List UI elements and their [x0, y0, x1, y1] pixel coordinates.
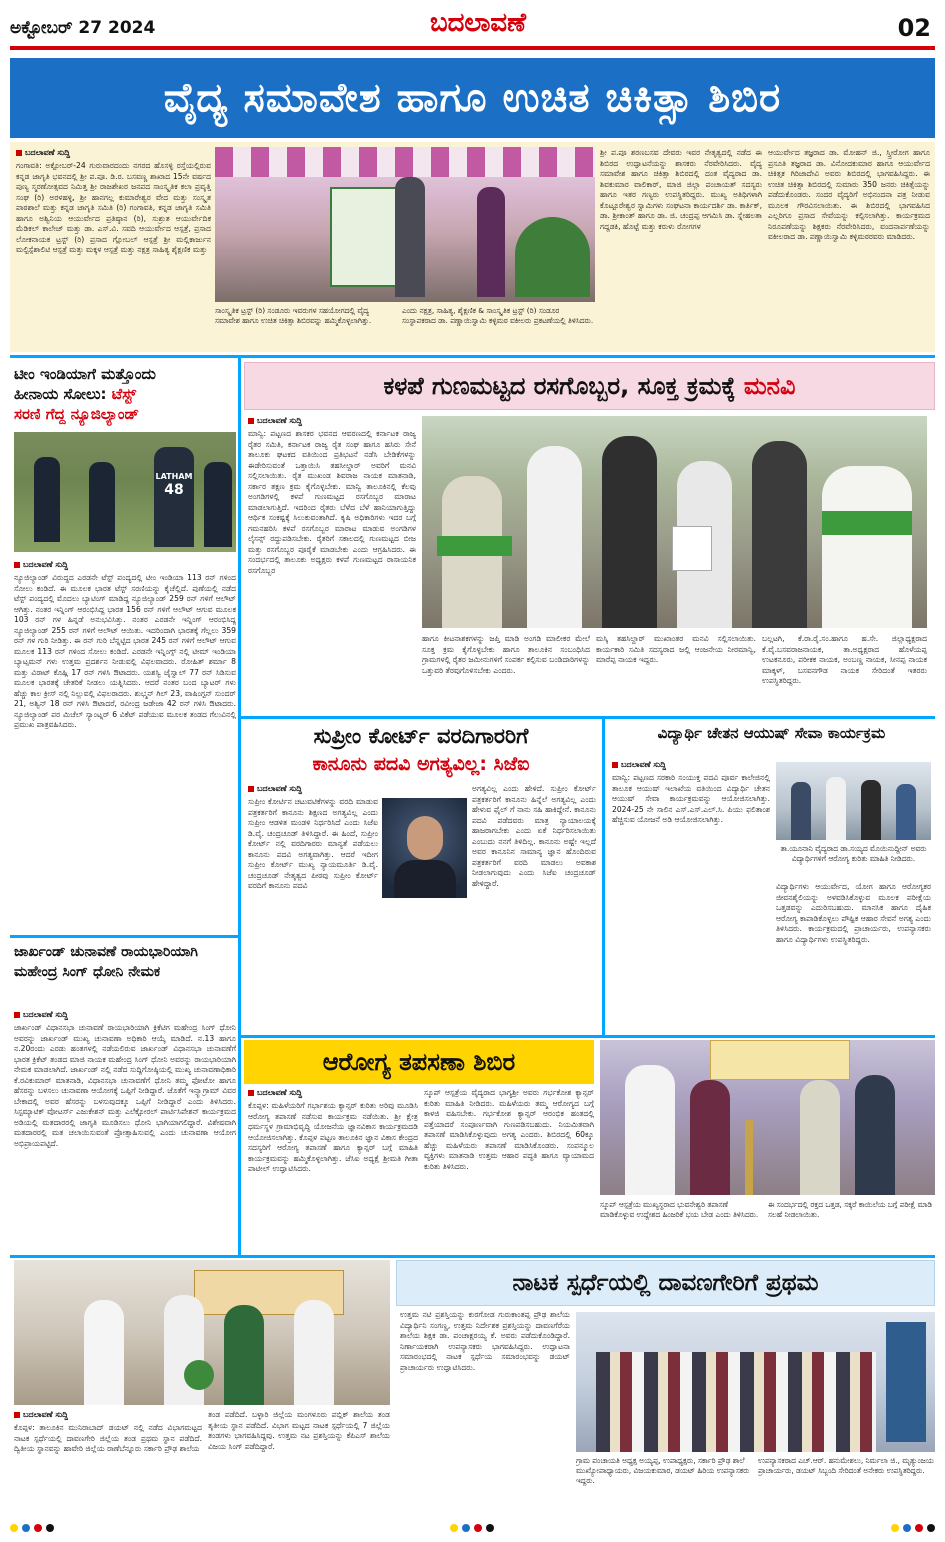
person-figure: [752, 441, 807, 628]
banner-decor: [710, 1040, 850, 1080]
door-decor: [886, 1322, 926, 1442]
lead-photo-caption-left: ಸಾಂಸ್ಕೃತಿಕ ಟ್ರಸ್ಟ್ (ರಿ) ಸಂಡೂರು ಇವರುಗಳ ಸಹಯೋಗದಲ್ಲಿ ವೈದ್ಯ ಸಮಾವೇಶ ಹಾಗೂ ಉಚಿತ ಚಿಕಿತ್ಸಾ ಶಿಬಿರವನ್ನು ಹಮ್ಮಿಕೊಳ್ಳಲಾಗಿತ್ತು.: [215, 306, 372, 325]
person-figure: [602, 436, 657, 628]
fertilizer-story: [244, 362, 935, 714]
person-figure: [625, 1065, 675, 1195]
plant-decor: [515, 217, 590, 297]
cricket-photo: [14, 432, 236, 552]
footer-dots-left: [10, 1524, 54, 1532]
divider-rule: [602, 716, 605, 1036]
jersey-number: 48: [164, 482, 184, 498]
scarf-decor: [822, 511, 912, 535]
bullet-square-icon: [248, 786, 254, 792]
dot-icon: [486, 1524, 494, 1532]
person-figure: [822, 466, 912, 628]
footer-dots-right: [891, 1524, 935, 1532]
person-figure: [294, 1300, 334, 1405]
ayush-story: [608, 722, 935, 1032]
bullet-square-icon: [14, 1012, 20, 1018]
lead-col-1: ಗಂಗಾವತಿ: ಅಕ್ಟೋಬರ್-24 ಗುರುವಾರದಂದು ನಗರದ ಹೊಸಳ್ಳಿ ರಸ್ತೆಯಲ್ಲಿರುವ ಕನ್ನಡ ಜಾಗೃತಿ ಭವನದಲ್ಲಿ ಶ್ರೀ ಪ.ಪೂ. ಡಿ.ರ. ಬಸವಣ್ಣ ಶಾಖಾದ 15ನೇ ವರ್ಷದ ಪುಣ್ಯ ಸ್ಮರಣೋತ್ಸವದ ನಿಮಿತ್ತ ಶ್ರೀ ರಾಜಶೇಖರ ಜನಪದ ಸಾಂಸ್ಕೃತಿಕ ಕಲಾ ಪ್ರವೃತ್ತಿ ಸಂಘ (ರಿ) ಅರಳಹಳ್ಳಿ, ಶ್ರೀ ಹಾನಗಲ್ಲ ಕುಮಾರೇಶ್ವರ ವೇದ ಮತ್ತು ಸಂಸ್ಕೃತ ಪಾಠಶಾಲೆ ಮತ್ತು ಕನ್ನಡ ಜಾಗೃತಿ ಸಮಿತಿ (ರಿ) ಗಂಗಾವತಿ, ಕನ್ನಡ ಜಾಗೃತಿ ಸಮಿತಿ ಹಾಗೂ ಅಶ್ವಿನಿಯ ಆಯುರ್ವೇದ ಪ್ರತಿಷ್ಠಾನ (ರಿ), ಸುಶ್ರುತ ಆಯುರ್ವೇದಿಕ ಮೆಡಿಕಲ್ ಕಾಲೇಜ್ ಮತ್ತು ಡಾ. ಎಸ್.ವಿ. ಸವದಿ ಆಯುರ್ವೇದ ಆಸ್ಪತ್ರೆ, ಪ್ರಸಾದ ಲೋಕನಾಯಕ ಟ್ರಸ್ಟ್ (ರಿ) ಪ್ರಸಾದ ಗ್ಲೋಬಲ್ ಆಸ್ಪತ್ರೆ ಶ್ರೀ ಮಲ್ಲಿಕಾರ್ಜುನ ಮಲ್ಟಿಸ್ಪೆಶಾಲಿಟಿ ಆಸ್ಪತ್ರೆ ಮತ್ತು ಮಕ್ಕಳ ಆಸ್ಪತ್ರೆ ಮತ್ತು ನಕ್ಷತ್ರ ಸಾಹಿತ್ಯ ಶೈಕ್ಷಣಿಕ ಮತ್ತು: [16, 161, 211, 254]
byline: ಬದಲಾವಣೆ ಸುದ್ದಿ: [248, 1088, 418, 1098]
dhoni-story: [10, 942, 236, 1252]
fertilizer-photo: [422, 416, 927, 628]
dot-icon: [34, 1524, 42, 1532]
lead-photo: [215, 147, 595, 302]
drama-col-2: ತಂಡ ಪಡೆದಿದೆ. ಬಳ್ಳಾರಿ ಜಿಲ್ಲೆಯ ಮಂಗಳೂರು ಪಬ್ಲಿಕ್ ಶಾಲೆಯ ತಂಡ ತೃತೀಯ ಸ್ಥಾನ ಪಡೆದಿದೆ. ವಿಭಾಗ ಮಟ್ಟದ ನಾಟಕ ಸ್ಪರ್ಧೆಯಲ್ಲಿ 7 ಜಿಲ್ಲೆಯ ತಂಡಗಳು ಭಾಗವಹಿಸಿದ್ದವು. ಉತ್ತಮ ನಟ ಪ್ರಶಸ್ತಿಯನ್ನು ಕೆಪಿಎಸ್ ಶಾಲೆಯ ವಿಜಯ ಸಿಂಗ್ ಪಡೆದಿದ್ದಾರೆ.: [208, 1410, 390, 1451]
dhoni-body: ಜಾರ್ಖಂಡ್ ವಿಧಾನಸಭಾ ಚುನಾವಣೆ ರಾಯಭಾರಿಯಾಗಿ ಕ್ರಿಕೆಟಿಗ ಮಹೇಂದ್ರ ಸಿಂಗ್ ಧೋನಿ ಅವರನ್ನು ಜಾರ್ಖಂಡ್ ಮುಖ್ಯ ಚುನಾವಣಾ ಅಧಿಕಾರಿ ಆಯ್ಕೆ ಮಾಡಿದೆ. ನ.13 ಹಾಗೂ ನ.20ರಂದು ಎರಡು ಹಂತಗಳಲ್ಲಿ ನಡೆಯಲಿರುವ ಜಾರ್ಖಂಡ್ ವಿಧಾನಸಭಾ ಚುನಾವಣೆಗೆ ಭಾರತ ಕ್ರಿಕೆಟ್ ತಂಡದ ಮಾಜಿ ನಾಯಕ ಮಹೇಂದ್ರ ಸಿಂಗ್ ಧೋನಿ ಅವರನ್ನು ರಾಯಭಾರಿಯಾಗಿ ನೇಮಕ ಮಾಡಲಾಗಿದೆ. ಜಾರ್ಖಂಡ್ ನಲ್ಲಿ ನಡೆದ ಸುದ್ದಿಗೋಷ್ಠಿಯಲ್ಲಿ ಮುಖ್ಯ ಚುನಾವಣಾಧಿಕಾರಿ ಕೆ.ರವಿಕುಮಾರ್ ಮಾತನಾಡಿ, ವಿಧಾನಸಭಾ ಚುನಾವಣೆಗೆ ಧೋನಿ ತಮ್ಮ ಫೋಟೋ ಹಾಗೂ ಹೆಸರನ್ನು ಬಳಸಲು ಚುನಾವಣಾ ಆಯೋಗಕ್ಕೆ ಒಪ್ಪಿಗೆ ನೀಡಿದ್ದಾರೆ. ಜೊತೆಗೆ ಇನ್ಸ್ಟಾಗ್ರಾಮ್ ವಿವರ ಬೇಕಾದಲ್ಲಿ ಅವರ ಹೆಸರನ್ನು ಬಳಸುವುದಕ್ಕೂ ಒಪ್ಪಿಗೆ ನೀಡಿದ್ದಾರೆ ಎಂದು ತಿಳಿಸಿದರು. ಸಿಸ್ಟಮ್ಯಾಟಿಕ್ ವೋಟರ್ಸ್ ಎಜುಕೇಶನ್ ಮತ್ತು ಎಲೆಕ್ಟೋರಲ್ ಪಾರ್ಟಿಸಿಪೇಶನ್ ಕಾರ್ಯಕ್ರಮದ ಅಡಿಯಲ್ಲಿ ಮತದಾರರಲ್ಲಿ ಜಾಗೃತಿ ಮೂಡಿಸಲು ಧೋನಿ ಭಾಗಿಯಾಗಲಿದ್ದಾರೆ. ವಿಶೇಷವಾಗಿ ಮತದಾರರಲ್ಲಿ ಮತ ಚಲಾಯಿಸುವಂತೆ ಪ್ರೋತ್ಸಾಹಿಸುವಲ್ಲಿ ಎಂದು ಚುನಾವಣಾ ಆಯೋಗ ಅಭಿಪ್ರಾಯಪಟ್ಟಿದೆ.: [14, 1023, 236, 1148]
cricket-story: [10, 362, 236, 932]
lead-headline-bar: [10, 58, 935, 138]
drama-photo-left: [14, 1260, 390, 1405]
health-camp-caption-right: ಈ ಸಂದರ್ಭದಲ್ಲಿ ರಕ್ತದ ಒತ್ತಡ, ಸಕ್ಕರೆ ಕಾಯಿಲೆಯ ಬಗ್ಗೆ ಪರೀಕ್ಷೆ ಮಾಡಿ ಸಲಹೆ ನೀಡಲಾಯಿತು.: [768, 1200, 932, 1219]
ayush-headline: ವಿದ್ಯಾರ್ಥಿ ಚೇತನ ಆಯುಷ್ ಸೇವಾ ಕಾರ್ಯಕ್ರಮ: [657, 724, 886, 742]
fertilizer-col-mid: ಹಾಗೂ ಕೀಟನಾಶಕಗಳನ್ನು ಜಪ್ತಿ ಮಾಡಿ ಅಂಗಡಿ ಮಾಲೀಕರ ಮೇಲೆ ಸೂಕ್ತ ಕ್ರಮ ಕೈಗೊಳ್ಳಬೇಕು ಹಾಗೂ ತಾಲೂಕಿನ ಸಂಬಂಧಿಸಿದ ಗ್ರಾಮಗಳಲ್ಲಿ ರೈತರ ಜಮೀನುಗಳಿಗೆ ಸಂಪರ್ಕ ಕಲ್ಪಿಸುವ ಬಂಡಿದಾರಿಗಳನ್ನು ಒತ್ತುವರಿ ತೆರವುಗೊಳಿಸಬೇಕು ಎಂದರು.: [422, 634, 590, 675]
byline: ಬದಲಾವಣೆ ಸುದ್ದಿ: [612, 760, 770, 770]
supreme-body-right: ಅಗತ್ಯವಿಲ್ಲ ಎಂದು ಹೇಳಿದೆ. ಸುಪ್ರೀಂ ಕೋರ್ಟ್ ಪತ್ರಕರ್ತರಿಗೆ ಕಾನೂನು ಹಿನ್ನೆಲೆ ಅಗತ್ಯವಿಲ್ಲ ಎಂದು ಹೇಳುವ ಫೈಲ್ ಗೆ ನಾನು ಸಹಿ ಹಾಕಿದ್ದೇನೆ. ಕಾನೂನು ಪದವಿ ಪಡೆದವರು ಮಾತ್ರ ನ್ಯಾಯಾಲಯಕ್ಕೆ ಹಾಜರಾಗಬೇಕು ಎಂದು ಏಕೆ ನಿರ್ಧರಿಸಲಾಯಿತು ಎಂಬುದು ನನಗೆ ತಿಳಿದಿಲ್ಲ. ಕಾನೂನು ಅಷ್ಟೇ ಇಲ್ಲದೆ ಅವರ ಕಾನೂನಿನ ಸಾಮಾನ್ಯ ಜ್ಞಾನ ಹೊಂದಿರುವ ಪತ್ರಕರ್ತರಿಗೆ ವರದಿ ಮಾಡಲು ಅವಕಾಶ ನೀಡಲಾಗುವುದು ಎಂದು ಸಿಜೆಐ ಚಂದ್ರಚೂಡ್ ಹೇಳಿದ್ದಾರೆ.: [472, 784, 596, 888]
health-camp-col-left: ಕೊಪ್ಪಳ: ಮಹಿಳೆಯರಿಗೆ ಗರ್ಭಾಶಯ ಕ್ಯಾನ್ಸರ್ ಕುರಿತು ಅರಿವು ಮೂಡಿಸಿ ಆರೋಗ್ಯ ತಪಾಸಣೆ ನಡೆಸುವ ಕಾರ್ಯಕ್ರಮ ನಡೆಯಿತು. ಶ್ರೀ ಕ್ಷೇತ್ರ ಧರ್ಮಸ್ಥಳ ಗ್ರಾಮಾಭಿವೃದ್ಧಿ ಯೋಜನೆಯ ಜ್ಞಾನವಿಕಾಸ ಕಾರ್ಯಕ್ರಮದಡಿ ಆಯೋಜಿಸಲಾಗಿತ್ತು. ಕೊಪ್ಪಳ ಪಟ್ಟಣ ತಾಲೂಕಿನ ಜ್ಞಾನ ವಿಕಾಸ ಕೇಂದ್ರದ ಸದಸ್ಯರಿಗೆ ಆರೋಗ್ಯ ತಪಾಸಣೆ ಹಾಗೂ ಕ್ಯಾನ್ಸರ್ ಬಗ್ಗೆ ಮಾಹಿತಿ ಕಾರ್ಯಕ್ರಮವನ್ನು ಹಮ್ಮಿಕೊಳ್ಳಲಾಗಿತ್ತು. ಜೆಸಿಐ ಅಧ್ಯಕ್ಷೆ ಶ್ರೀಮತಿ ಗೀತಾ ಪಾಟೀಲ್ ಉದ್ಘಾಟಿಸಿದರು.: [248, 1101, 418, 1173]
health-camp-headline-bar: [244, 1040, 594, 1084]
bullet-square-icon: [612, 762, 618, 768]
lead-col-3: ಶ್ರೀ ಪ.ಪೂ ಶರಣಬಸವ ದೇವರು ಇವರ ನೇತೃತ್ವದಲ್ಲಿ ನಡೆದ ಈ ಶಿಬಿರದ ಉದ್ಘಾಟನೆಯನ್ನು ಶಾಸಕರು ನೆರವೇರಿಸಿದರು. ವೈದ್ಯ ಸಮಾವೇಶ ಹಾಗೂ ಚಿಕಿತ್ಸಾ ಶಿಬಿರದಲ್ಲಿ ದಂತ ವೈದ್ಯರಾದ ಡಾ. ಶಿವಕುಮಾರ ವಾಲಿಕಾರ್, ಮಾಜಿ ಜಿಲ್ಲಾ ಪಂಚಾಯತ್ ಸದಸ್ಯರು ಹಾಗೂ ಇತರ ಗಣ್ಯರು ಉಪಸ್ಥಿತರಿದ್ದರು. ಮುಖ್ಯ ಅತಿಥಿಗಳಾಗಿ ಕೊಟ್ಟೂರೇಶ್ವರ ಸ್ವಾಮಿಗಳು ಸಂಘಟನಾ ಕಾರ್ಯದರ್ಶಿ ಡಾ. ಕಾರ್ತಿಕ್, ಡಾ. ಶ್ರೀಕಾಂತ್ ಹಾಗೂ ಡಾ. ಜಿ. ಚಂದ್ರಪ್ಪ ಆಗಮಿಸಿ ಡಾ. ಸ್ನೇಹಲತಾ ಗದ್ದಡಕಿ, ಹೊಟ್ಟೆ ಮತ್ತು ಕರುಳು ರೋಗಗಳ: [600, 148, 762, 231]
footer-dots-center: [450, 1524, 494, 1532]
dot-icon: [474, 1524, 482, 1532]
person-figure: [791, 782, 811, 840]
divider-rule: [241, 716, 935, 719]
player-figure: [89, 462, 115, 542]
drama-photo-right: [576, 1312, 935, 1452]
ayush-photo: [776, 762, 931, 840]
footer-bar: [10, 1520, 935, 1536]
lead-col-4: ಆಯುರ್ವೇದ ತಜ್ಞರಾದ ಡಾ. ಮೋಹನ್ ಜಿ., ಸ್ತ್ರೀರೋಗ ಹಾಗೂ ಪ್ರಸೂತಿ ತಜ್ಞರಾದ ಡಾ. ವಿನೋದಕುಮಾರ ಹಾಗೂ ಆಯುರ್ವೇದ ಚಿಕಿತ್ಸಕ ಗಿರಿಜಾದೇವಿ ಅವರು ಶಿಬಿರದಲ್ಲಿ ಭಾಗವಹಿಸಿದ್ದರು. ಈ ಉಚಿತ ಚಿಕಿತ್ಸಾ ಶಿಬಿರದಲ್ಲಿ ಸುಮಾರು 350 ಜನರು ಚಿಕಿತ್ಸೆಯನ್ನು ಪಡೆದುಕೊಂಡರು. ಸಂದರ ವೈದ್ಯರಿಗೆ ಅಭಿನಂದನಾ ಪತ್ರ ನೀಡುವ ಮೂಲಕ ಗೌರವಿಸಲಾಯಿತು. ಈ ಶಿಬಿರದಲ್ಲಿ ಭಾಗವಹಿಸಿದ ಎಲ್ಲರಿಗೂ ಪ್ರಸಾದ ಸೇವೆಯನ್ನು ಕಲ್ಪಿಸಲಾಗಿತ್ತು. ಕಾರ್ಯಕ್ರಮದ ನಿರೂಪಣೆಯನ್ನು ಶಿಕ್ಷಕರು ನೆರವೇರಿಸಿದರು, ವಂದನಾರ್ಪಣೆಯನ್ನು ವಕೀಲರಾದ ಡಾ. ಪಣ್ಣಾಯಿಸ್ವಾಮಿ ಕಳ್ಳಿಮಠರವರು ಮಾಡಿದರು.: [768, 148, 930, 241]
dot-icon: [903, 1524, 911, 1532]
fertilizer-col-right: ಬಲ್ಲಟಗಿ, ಕೆ.ರಾ.ರೈ.ಸಂ.ಹಾಗೂ ಹ.ಸೇ. ಜಿಲ್ಲಾಧ್ಯಕ್ಷರಾದ ಕೆ.ವೈ.ಬಸವರಾಜನಾಯಕ, ತಾ.ಅಧ್ಯಕ್ಷರಾದ ಹೊಳೆಯಪ್ಪ ಉಟಕನೂರು, ಪರೀಕಕ ನಾಯಕ, ಅಂಬಣ್ಣ ನಾಯಕ, ಸೀನಪ್ಪ ನಾಯಕ ಮಾಕ್ಕಳ್, ಬಸವನಗೌಡ ನಾಯಕ ಸೇರಿದಂತೆ ಇತರರು ಉಪಸ್ಥಿತರಿದ್ದರು.: [762, 634, 927, 685]
divider-rule: [238, 355, 241, 1255]
ayush-body-top: ಮಾನ್ವಿ: ಪಟ್ಟಣದ ಸರಕಾರಿ ಸಂಯುಕ್ತ ಪದವಿ ಪೂರ್ವ ಕಾಲೇಜಿನಲ್ಲಿ ತಾಲೂಕ ಆಯುಷ್ ಇಲಾಖೆಯ ವತಿಯಿಂದ ವಿದ್ಯಾರ್ಥಿ ಚೇತನ ಆಯುಷ್ ಸೇವಾ ಕಾರ್ಯಕ್ರಮವನ್ನು ಆಯೋಜಿಸಲಾಗಿತ್ತು. 2024-25 ನೇ ಸಾಲಿನ ಎಸ್.ಎಸ್.ಎಲ್.ಸಿ. ಪಿಯು ಫಲಿತಾಂಶ ಹೆಚ್ಚಿಸುವ ಯೋಜನೆ ಅಡಿ ಆಯೋಜಿಸಲಾಗಿತ್ತು.: [612, 773, 770, 824]
byline: ಬದಲಾವಣೆ ಸುದ್ದಿ: [248, 416, 416, 426]
supreme-story: [244, 722, 598, 1032]
byline: ಬದಲಾವಣೆ ಸುದ್ದಿ: [16, 148, 211, 158]
plant-decor: [184, 1360, 214, 1390]
bullet-square-icon: [14, 562, 20, 568]
drama-headline: ನಾಟಕ ಸ್ಪರ್ಧೆಯಲ್ಲಿ ದಾವಣಗೇರಿಗೆ ಪ್ರಥಮ: [512, 1270, 819, 1296]
divider-rule: [10, 355, 935, 358]
health-camp-headline: ಆರೋಗ್ಯ ತಪಸಣಾ ಶಿಬಿರ: [322, 1048, 516, 1076]
masthead-rule: [10, 46, 935, 50]
fertilizer-headline-bar: [244, 362, 935, 410]
divider-rule: [241, 1035, 935, 1038]
player-figure: [204, 462, 232, 547]
person-figure: [477, 187, 505, 297]
drama-story: [10, 1260, 935, 1515]
dot-icon: [927, 1524, 935, 1532]
drama-caption-left: ಗ್ರಾಮ ಪಂಚಾಯತಿ ಅಧ್ಯಕ್ಷ ಅಯ್ಯಪ್ಪ, ಉಪಾಧ್ಯಕ್ಷರು, ಸರ್ಕಾರಿ ಪ್ರೌಢ ಶಾಲೆ ಮುಖ್ಯೋಪಾಧ್ಯಾಯರು, ವಿಜಯಕುಮಾರ, ಡಯಟ್ ಹಿರಿಯ ಉಪನ್ಯಾಸಕರು ಇದ್ದರು.: [576, 1456, 750, 1485]
paper-name: ಬದಲಾವಣೆ: [430, 8, 527, 38]
fertilizer-col-mid2: ಮಸ್ಕಿ ತಹಸಿಲ್ದಾರ್ ಮುಖಾಂತರ ಮನವಿ ಸಲ್ಲಿಸಲಾಯಿತು. ಕಾರ್ಯಕಾರಿ ಸಮಿತಿ ಸದಸ್ಯರಾದ ಜಲ್ಲಿ ಆಂಜನೇಯ ನೀರಮಾನ್ವಿ, ಮಾರೆಪ್ಪ ನಾಯಕ ಇದ್ದರು.: [596, 634, 756, 664]
person-figure: [855, 1075, 895, 1195]
fertilizer-headline: ಕಳಪೆ ಗುಣಮಟ್ಟದ ರಸಗೊಬ್ಬರ, ಸೂಕ್ತ ಕ್ರಮಕ್ಕೆ ಮನವಿ: [383, 372, 796, 400]
person-figure: [527, 446, 582, 628]
byline: ಬದಲಾವಣೆ ಸುದ್ದಿ: [14, 1010, 236, 1020]
bullet-square-icon: [14, 1412, 20, 1418]
divider-rule: [10, 935, 238, 938]
bullet-square-icon: [248, 1090, 254, 1096]
supreme-body-left: ಸುಪ್ರೀಂ ಕೋರ್ಟಿನ ಚಟುವಟಿಕೆಗಳನ್ನು ವರದಿ ಮಾಡುವ ಪತ್ರಕರ್ತರಿಗೆ ಕಾನೂನು ಶಿಕ್ಷಣದ ಅಗತ್ಯವಿಲ್ಲ ಎಂದು ಸುಪ್ರೀಂ ಆಡಳಿತ ಮಂಡಳಿ ನಿರ್ಧರಿಸಿದೆ ಎಂದು ಸಿಜೆಐ ಡಿ.ವೈ. ಚಂದ್ರಚೂಡ್ ತಿಳಿಸಿದ್ದಾರೆ. ಈ ಹಿಂದೆ, ಸುಪ್ರೀಂ ಕೋರ್ಟ್ ನಲ್ಲಿ ವರದಿಗಾರರು ಮಾನ್ಯತೆ ಪಡೆಯಲು ಕಾನೂನು ಪದವಿ ಅಗತ್ಯವಾಗಿತ್ತು. ಆದರೆ ಇದೀಗ ಸುಪ್ರೀಂ ಕೋರ್ಟ್ ಮುಖ್ಯ ನ್ಯಾಯಮೂರ್ತಿ ಡಿ.ವೈ. ಚಂದ್ರಚೂಡ್ ನೇತೃತ್ವದ ಪೀಠವು ಸುಪ್ರೀಂ ಕೋರ್ಟ್ ವರದಿಗೆ ಕಾನೂನು ಪದವಿ: [248, 797, 378, 890]
lead-story: [10, 142, 935, 352]
dot-icon: [915, 1524, 923, 1532]
byline: ಬದಲಾವಣೆ ಸುದ್ದಿ: [14, 1410, 202, 1420]
ayush-body-bottom: ವಿದ್ಯಾರ್ಥಿಗಳು ಆಯುರ್ವೇದ, ಯೋಗ ಹಾಗೂ ಆರೋಗ್ಯಕರ ಜೀವನಶೈಲಿಯನ್ನು ಅಳವಡಿಸಿಕೊಳ್ಳುವ ಮೂಲಕ ಪರೀಕ್ಷೆಯ ಒತ್ತಡವನ್ನು ಎದುರಿಸಬಹುದು. ಮಾನಸಿಕ ಹಾಗೂ ದೈಹಿಕ ಆರೋಗ್ಯ ಕಾಪಾಡಿಕೊಳ್ಳಲು ಪೌಷ್ಟಿಕ ಆಹಾರ ಸೇವನೆ ಅಗತ್ಯ ಎಂದು ತಿಳಿಸಿದರು. ಕಾರ್ಯಕ್ರಮದಲ್ಲಿ ಪ್ರಾಚಾರ್ಯರು, ಉಪನ್ಯಾಸಕರು ಹಾಗೂ ವಿದ್ಯಾರ್ಥಿಗಳು ಉಪಸ್ಥಿತರಿದ್ದರು.: [776, 882, 931, 944]
drama-col-3: ಉತ್ತಮ ನಟಿ ಪ್ರಶಸ್ತಿಯನ್ನು ಕುರಗೋಡ ಗುರುಕಾಂತಪ್ಪ ಪ್ರೌಢ ಶಾಲೆಯ ವಿದ್ಯಾರ್ಥಿನಿ ಸಂಗಣ್ಣ, ಉತ್ತಮ ನಿರ್ದೇಶಕ ಪ್ರಶಸ್ತಿಯನ್ನು ದಾವಣಗೆರೆಯ ಶಾಲೆಯ ಶಿಕ್ಷಕ ಡಾ. ಪಂಚಾಕ್ಷರಯ್ಯ ಕೆ. ಅವರು ಪಡೆದುಕೊಂಡಿದ್ದಾರೆ. ನಿರ್ಣಾಯಕರಾಗಿ ಉಪನ್ಯಾಸಕರು ಭಾಗವಹಿಸಿದ್ದರು. ಉದ್ಘಾಟನಾ ಸಮಾರಂಭದಲ್ಲಿ ನಾಟಕ ಸ್ಪರ್ಧೆಯ ಸಮಾರಂಭವನ್ನು ಡಯಟ್ ಪ್ರಾಚಾರ್ಯರು ಉದ್ಘಾಟಿಸಿದರು.: [400, 1310, 570, 1372]
dot-icon: [462, 1524, 470, 1532]
player-figure: [34, 457, 60, 542]
fertilizer-col-left: ಮಾನ್ವಿ: ಪಟ್ಟಣದ ಶಾಸಕರ ಭವನದ ಆವರಣದಲ್ಲಿ ಕರ್ನಾಟಕ ರಾಜ್ಯ ರೈತರ ಸಮಿತಿ, ಕರ್ನಾಟಕ ರಾಜ್ಯ ರೈತ ಸಂಘ ಹಾಗೂ ಹಸಿರು ಸೇನೆ ತಾಲೂಕು ಘಟಕದ ವತಿಯಿಂದ ಪ್ರತಿಭಟನೆ ನಡೆಸಿ ಬೇಡಿಕೆಗಳನ್ನು ಈಡೇರಿಸುವಂತೆ ಒತ್ತಾಯಿಸಿ ತಹಸೀಲ್ದಾರ್ ಅವರಿಗೆ ಮನವಿ ಸಲ್ಲಿಸಲಾಯಿತು. ರೈತ ಮುಖಂಡ ಶಿವರಾಜ ನಾಯಕ ಮಾತನಾಡಿ, ಸರ್ಕಾರ ತಕ್ಷಣ ಕ್ರಮ ಕೈಗೊಳ್ಳಬೇಕು. ಮಾನ್ವಿ ತಾಲೂಕಿನಲ್ಲಿ ಕೆಲವು ಅಂಗಡಿಗಳಲ್ಲಿ ಕಳಪೆ ಗುಣಮಟ್ಟದ ರಸಗೊಬ್ಬರ ಮಾರಾಟ ಮಾಡಲಾಗುತ್ತಿದೆ. ಇದರಿಂದ ರೈತರು ಬೆಳೆದ ಬೆಳೆ ಹಾನಿಯಾಗುತ್ತಿದ್ದು ಆರ್ಥಿಕ ಸಂಕಷ್ಟಕ್ಕೆ ಸಿಲುಕುವಂತಾಗಿದೆ. ಕೃಷಿ ಅಧಿಕಾರಿಗಳು ಇದರ ಬಗ್ಗೆ ಗಮನಹರಿಸಿ ಕಳಪೆ ರಸಗೊಬ್ಬರ ಮಾರಾಟ ಮಾಡುವ ಅಂಗಡಿಗಳ ಲೈಸನ್ಸ್ ರದ್ದುಪಡಿಸಬೇಕು. ರೈತರಿಗೆ ಸಕಾಲದಲ್ಲಿ ಗುಣಮಟ್ಟದ ಬೀಜ ಮತ್ತು ರಸಗೊಬ್ಬರ ಪೂರೈಕೆ ಮಾಡಬೇಕು ಎಂದು ಆಗ್ರಹಿಸಿದರು. ಈ ಸಂದರ್ಭದಲ್ಲಿ ತಾಲೂಕು ಅಧ್ಯಕ್ಷರು ಕಳಪೆ ಗುಣಮಟ್ಟದ ರಾಸಾಯನಿಕ ರಸಗೊಬ್ಬರ: [248, 429, 416, 575]
ayush-photo-caption: ತಾ.ಯೂನಾನಿ ವೈದ್ಯರಾದ ಡಾ.ಸಯ್ಯದ ಮೊಯಿನುದ್ದೀನ್ ಅವರು ವಿದ್ಯಾರ್ಥಿಗಳಿಗೆ ಆರೋಗ್ಯ ಕುರಿತು ಮಾಹಿತಿ ನೀಡಿದರು.: [780, 844, 927, 863]
petition-document: [672, 526, 712, 571]
jersey-name: LATHAM: [155, 472, 193, 481]
health-camp-photo: [600, 1040, 935, 1195]
health-camp-caption-left: ಸ್ಕೂಪ್ ಆಸ್ಪತ್ರೆಯ ಮುಖ್ಯಸ್ಥರಾದ ಭುವನೇಶ್ವರಿ ತಪಾಸಣೆ ಮಾಡಿಕೊಳ್ಳುವ ಉದ್ದೇಶದ ಹಿಂಜರಿಕೆ ಭಯ ಬೇಡ ಎಂದು ತಿಳಿಸಿದರು.: [600, 1200, 759, 1219]
masthead: [10, 8, 935, 50]
drama-headline-bar: [396, 1260, 935, 1306]
dot-icon: [891, 1524, 899, 1532]
group-figures: [596, 1352, 876, 1452]
curtain-decor: [215, 147, 595, 177]
byline: ಬದಲಾವಣೆ ಸುದ್ದಿ: [248, 784, 378, 794]
person-figure: [861, 780, 881, 840]
lamp-decor: [745, 1120, 753, 1195]
person-figure: [84, 1300, 124, 1405]
portrait-body: [394, 860, 456, 898]
person-figure: [690, 1080, 730, 1195]
divider-rule: [10, 1255, 935, 1258]
supreme-headline: ಸುಪ್ರೀಂ ಕೋರ್ಟ್ ವರದಿಗಾರರಿಗೆ ಕಾನೂನು ಪದವಿ ಅಗತ್ಯವಿಲ್ಲ: ಸಿಜೆಐ: [312, 724, 530, 775]
byline: ಬದಲಾವಣೆ ಸುದ್ದಿ: [14, 560, 236, 570]
person-figure: [395, 177, 425, 297]
dhoni-headline: ಜಾರ್ಖಂಡ್ ಚುನಾವಣೆ ರಾಯಭಾರಿಯಾಗಿ ಮಹೇಂದ್ರ ಸಿಂಗ್ ಧೋನಿ ನೇಮಕ: [14, 944, 198, 980]
person-figure: [224, 1305, 264, 1405]
scarf-decor: [437, 536, 512, 556]
lead-photo-caption-right: ಎಂದು ನಕ್ಷತ್ರ, ಸಾಹಿತ್ಯ, ಶೈಕ್ಷಣಿಕ & ಸಾಂಸ್ಕೃತಿಕ ಟ್ರಸ್ಟ್ (ರಿ) ಸಂಡೂರ ಸಂಸ್ಥಾಪಕರಾದ ಡಾ. ಪಣ್ಣಾಯಿಸ್ವಾಮಿ ಕಳ್ಳಿಮಠ ವಕೀಲರು ಪ್ರಕಟಣೆಯಲ್ಲಿ ತಿಳಿಸಿದರು.: [402, 306, 594, 325]
cji-portrait-photo: [382, 798, 467, 898]
cricket-body: ನ್ಯೂಜಿಲ್ಯಾಂಡ್ ವಿರುದ್ಧದ ಎರಡನೇ ಟೆಸ್ಟ್ ಪಂದ್ಯದಲ್ಲಿ ಟೀಂ ಇಂಡಿಯಾ 113 ರನ್ ಗಳಿಂದ ಸೋಲು ಕಂಡಿದೆ. ಈ ಮೂಲಕ ಭಾರತ ಟೆಸ್ಟ್ ಸರಣಿಯನ್ನು ಕೈಚೆಲ್ಲಿದೆ. ಪುಣೆಯಲ್ಲಿ ನಡೆದ ಟೆಸ್ಟ್ ಪಂದ್ಯದಲ್ಲಿ ಮೊದಲು ಬ್ಯಾಟಿಂಗ್ ಮಾಡಿದ್ದ ನ್ಯೂಜಿಲ್ಯಾಂಡ್ 259 ರನ್ ಗಳಿಗೆ ಆಲೌಟ್ ಆಗಿತ್ತು. ನಂತರ ಇನ್ನಿಂಗ್ ಆರಂಭಿಸಿದ್ದ ಭಾರತ 156 ರನ್ ಗಳಿಗೆ ಆಲೌಟ್ ಆಗುವ ಮೂಲಕ 103 ರನ್ ಗಳ ಹಿನ್ನಡೆ ಅನುಭವಿಸಿತ್ತು. ನಂತರ ಎರಡನೇ ಇನ್ನಿಂಗ್ ಆರಂಭಿಸಿದ್ದ ನ್ಯೂಜಿಲ್ಯಾಂಡ್ 255 ರನ್ ಗಳಿಗೆ ಆಲೌಟ್ ಆಯಿತು. ಇದರಿಂದಾಗಿ ಭಾರತಕ್ಕೆ ಗೆಲ್ಲಲು 359 ರನ್ ಗಳ ಗುರಿ ನೀಡಿತ್ತು. ಈ ರನ್ ಗುರಿ ಬೆನ್ನಟ್ಟಿದ ಭಾರತ 245 ರನ್ ಗಳಿಗೆ ಆಲೌಟ್ ಆಗುವ ಮೂಲಕ 113 ರನ್ ಗಳಿಂದ ಸೋಲು ಕಂಡಿದೆ. ಎರಡನೇ ಇನ್ನಿಂಗ್ಸ್ ನಲ್ಲಿ ಟೀಮ್ ಇಂಡಿಯಾ ಬ್ಯಾಟ್ಸಮನ್ ಗಳು ಉತ್ತಮ ಪ್ರದರ್ಶನ ನೀಡುವಲ್ಲಿ ವಿಫಲವಾದರು. ರೋಹಿತ್ ಶರ್ಮಾ 8 ಮತ್ತು ವಿರಾಟ್ ಕೊಹ್ಲಿ 17 ರನ್ ಗಳಿಸಿ ಔಟಾದರು. ಯಶಸ್ವಿ ಜೈಸ್ವಾಲ್ 77 ರನ್ ಸಿಡಿಸುವ ಮೂಲಕ ಭಾರತಕ್ಕೆ ಚೇತರಿಕೆ ನೀಡಲು ಯತ್ನಿಸಿದರು. ಆದರೆ ನಂತರ ಬಂದ ಬ್ಯಾಟರ್ ಗಳು ಹೆಚ್ಚು ಕಾಲ ಕ್ರೀಸ್ ನಲ್ಲಿ ನಿಲ್ಲುವಲ್ಲಿ ವಿಫಲರಾದರು. ಶುಭ್ಮನ್ ಗಿಲ್ 23, ವಾಷಿಂಗ್ಟನ್ ಸುಂದರ್ 21, ಅಶ್ವಿನ್ 18 ರನ್ ಗಳಿಸಿ ಔಟಾದರೆ, ರವೀಂದ್ರ ಜಡೇಜಾ 42 ರನ್ ಗಳಿಸಿ ಔಟಾದರು. ನ್ಯೂಜಿಲ್ಯಾಂಡ್ ಪರ ಮಿಚೆಲ್ ಸ್ಯಾಂಟ್ನರ್ 6 ವಿಕೆಟ್ ಪಡೆಯುವ ಮೂಲಕ ತಂಡದ ಗೆಲುವಿನಲ್ಲಿ ಪ್ರಮುಖ ಪಾತ್ರವಹಿಸಿದರು.: [14, 573, 236, 729]
cricket-headline: ಟೀಂ ಇಂಡಿಯಾಗೆ ಮತ್ತೊಂದು ಹೀನಾಯ ಸೋಲು: ಟೆಸ್ಟ್ ಸರಣಿ ಗೆದ್ದ ನ್ಯೂಜಿಲ್ಯಾಂಡ್: [14, 365, 156, 423]
person-figure: [896, 784, 916, 840]
portrait-face: [407, 816, 443, 860]
health-camp-col-mid: ಸ್ಕೂಪ್ ಆಸ್ಪತ್ರೆಯ ವೈದ್ಯರಾದ ಭಾಗ್ಯಶ್ರೀ ಅವರು ಗರ್ಭಕೋಶ ಕ್ಯಾನ್ಸರ್ ಕುರಿತು ಮಾಹಿತಿ ನೀಡಿದರು. ಮಹಿಳೆಯರು ತಮ್ಮ ಆರೋಗ್ಯದ ಬಗ್ಗೆ ಕಾಳಜಿ ವಹಿಸಬೇಕು. ಗರ್ಭಕೋಶ ಕ್ಯಾನ್ಸರ್ ಆರಂಭಿಕ ಹಂತದಲ್ಲಿ ಪತ್ತೆಯಾದರೆ ಸಂಪೂರ್ಣವಾಗಿ ಗುಣಪಡಿಸಬಹುದು. ನಿಯಮಿತವಾಗಿ ತಪಾಸಣೆ ಮಾಡಿಸಿಕೊಳ್ಳುವುದು ಅಗತ್ಯ ಎಂದರು. ಶಿಬಿರದಲ್ಲಿ 60ಕ್ಕೂ ಹೆಚ್ಚು ಮಹಿಳೆಯರು ತಪಾಸಣೆ ಮಾಡಿಸಿಕೊಂಡರು. ಸಂಪನ್ಮೂಲ ವ್ಯಕ್ತಿಗಳು ಮಾತನಾಡಿ ಉತ್ತಮ ಆಹಾರ ಪದ್ಧತಿ ಹಾಗೂ ವ್ಯಾಯಾಮದ ಕುರಿತು ತಿಳಿಸಿದರು.: [424, 1088, 594, 1171]
drama-caption-right: ಉಪನ್ಯಾಸಕರಾದ ಎಚ್.ಆರ್. ಹನುಮೇಶಲು, ನಿರ್ಮಲಾ ಜಿ., ಮೃತ್ಯುಂಜಯ ಪ್ರಾಚಾರ್ಯರು, ಡಯಟ್ ಸಿಬ್ಬಂದಿ ಸೇರಿದಂತೆ ಅನೇಕರು ಉಪಸ್ಥಿತರಿದ್ದರು.: [758, 1456, 934, 1475]
page-number: 02: [897, 14, 931, 42]
lead-headline: ವೈದ್ಯ ಸಮಾವೇಶ ಹಾಗೂ ಉಚಿತ ಚಿಕಿತ್ಸಾ ಶಿಬಿರ: [163, 75, 782, 121]
drama-col-1: ಕೊಪ್ಪಳ: ತಾಲೂಕಿನ ಮುನಿರಾಬಾದ್ ಡಯಟ್ ನಲ್ಲಿ ನಡೆದ ವಿಭಾಗಮಟ್ಟದ ನಾಟಕ ಸ್ಪರ್ಧೆಯಲ್ಲಿ ದಾವಣಗೇರಿ ಜಿಲ್ಲೆಯ ತಂಡ ಪ್ರಥಮ ಸ್ಥಾನ ಪಡೆದಿದೆ. ದ್ವಿತೀಯ ಸ್ಥಾನವನ್ನು ಹಾವೇರಿ ಜಿಲ್ಲೆಯ ರಾಣೆಬೆನ್ನೂರು ಸರ್ಕಾರಿ ಪ್ರೌಢ ಶಾಲೆಯ: [14, 1423, 202, 1453]
person-figure: [826, 777, 846, 840]
dot-icon: [450, 1524, 458, 1532]
dot-icon: [46, 1524, 54, 1532]
dot-icon: [22, 1524, 30, 1532]
issue-date: ಅಕ್ಟೋಬರ್ 27 2024: [10, 18, 156, 38]
bullet-square-icon: [16, 150, 22, 156]
health-camp-story: [244, 1040, 935, 1252]
dot-icon: [10, 1524, 18, 1532]
bullet-square-icon: [248, 418, 254, 424]
person-figure: [800, 1080, 840, 1195]
